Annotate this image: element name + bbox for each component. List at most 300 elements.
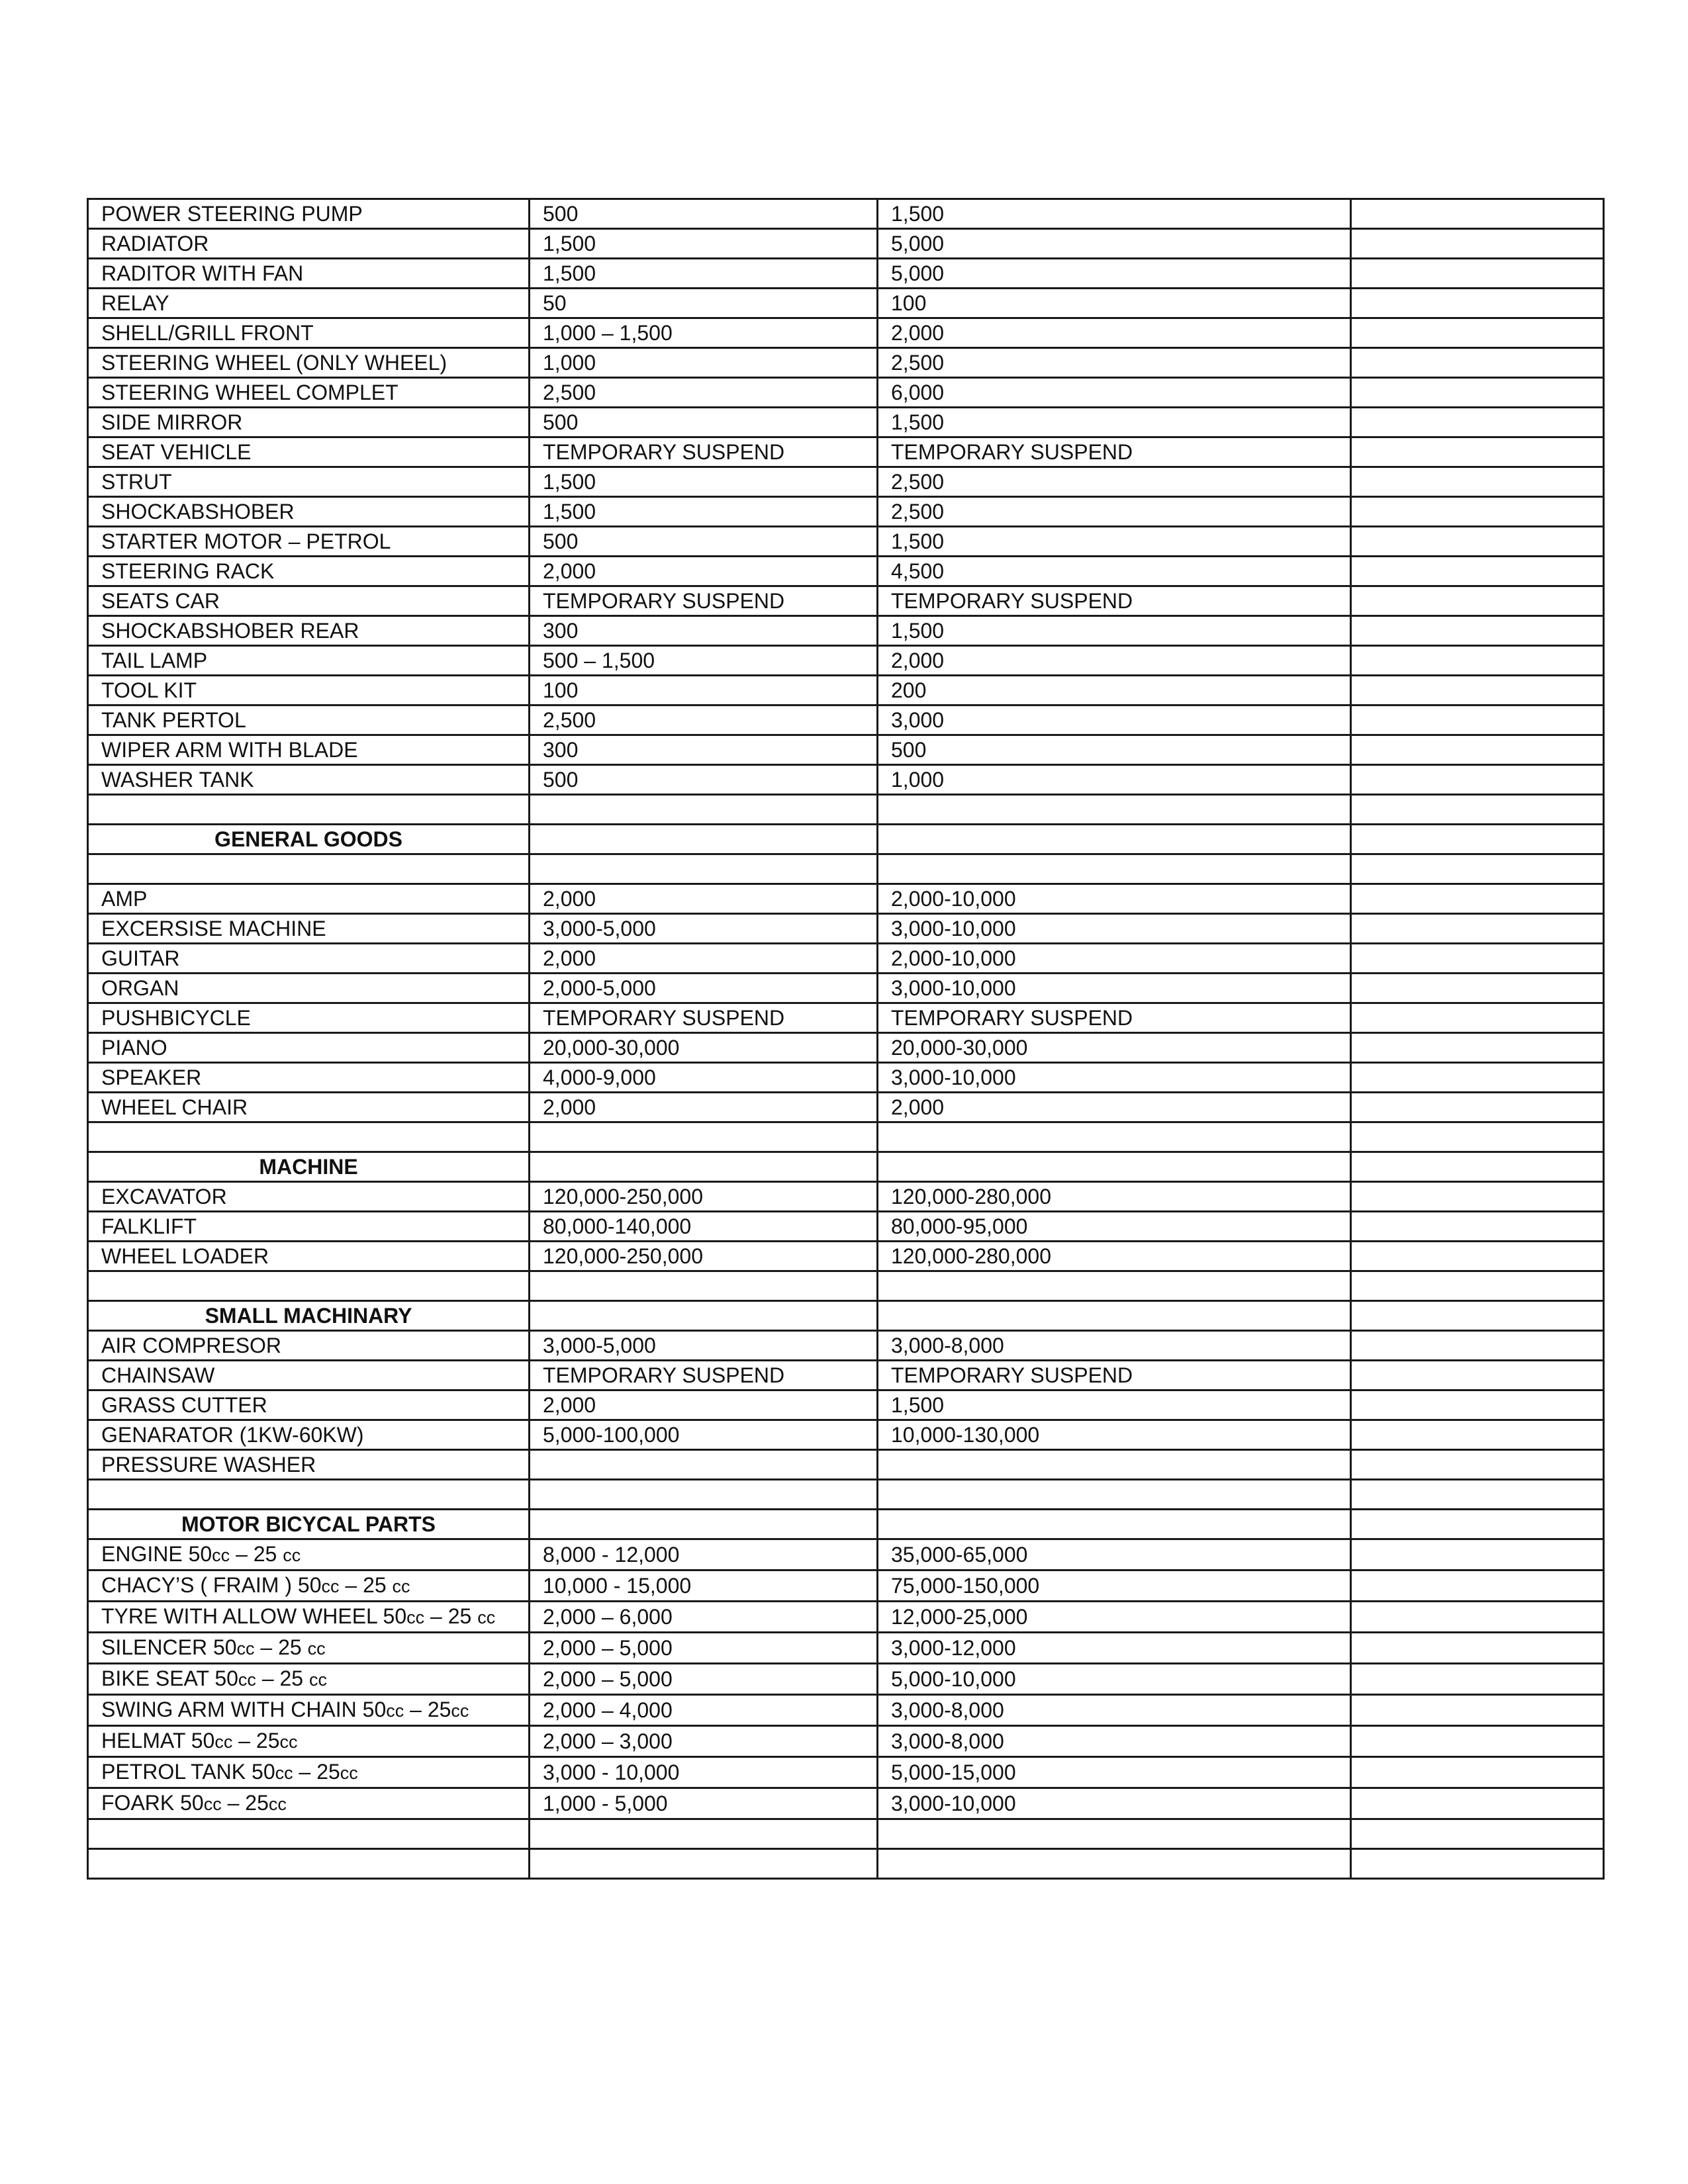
price-cell-2: 1,000 [878, 765, 1351, 795]
table-row [88, 1242, 1604, 1271]
price-cell-2: 3,000-10,000 [878, 914, 1351, 944]
table-row [88, 1664, 1604, 1695]
unit-cc: cc [406, 1608, 425, 1627]
item-name-cell: EXCERSISE MACHINE [88, 914, 530, 944]
item-name-cell: AMP [88, 884, 530, 914]
blank-row [88, 1271, 1604, 1301]
item-name-cell: TOOL KIT [88, 676, 530, 705]
section-header-row [88, 1510, 1604, 1539]
item-name-cell: SWING ARM WITH CHAIN 50cc – 25cc [88, 1695, 530, 1726]
price-cell-1: 1,000 - 5,000 [530, 1788, 878, 1819]
empty-cell [1351, 646, 1604, 676]
blank-row [88, 854, 1604, 884]
table-row [88, 616, 1604, 646]
item-name-cell: STARTER MOTOR – PETROL [88, 527, 530, 557]
price-table-body [88, 199, 1604, 1879]
price-cell-1 [530, 1122, 878, 1152]
price-cell-2: TEMPORARY SUSPEND [878, 1003, 1351, 1033]
unit-cc: cc [275, 1763, 293, 1783]
item-name-cell: SILENCER 50cc – 25 cc [88, 1633, 530, 1664]
table-row [88, 1093, 1604, 1122]
unit-cc: cc [212, 1545, 230, 1565]
price-cell-1 [530, 1271, 878, 1301]
price-cell-1: 500 [530, 527, 878, 557]
price-cell-1: 2,000 – 4,000 [530, 1695, 878, 1726]
price-cell-2: 3,000-8,000 [878, 1695, 1351, 1726]
table-row [88, 586, 1604, 616]
empty-cell [1351, 1570, 1604, 1602]
item-name-cell: SEATS CAR [88, 586, 530, 616]
price-cell-2: 6,000 [878, 378, 1351, 408]
price-cell-2: 3,000-10,000 [878, 1063, 1351, 1093]
empty-cell [1351, 1063, 1604, 1093]
unit-cc: cc [214, 1732, 233, 1752]
empty-cell [1351, 229, 1604, 259]
item-name-cell: STEERING WHEEL COMPLET [88, 378, 530, 408]
empty-cell [1351, 467, 1604, 497]
price-cell-2 [878, 1450, 1351, 1480]
table-row [88, 765, 1604, 795]
item-name-cell [88, 1480, 530, 1510]
price-cell-1: 8,000 - 12,000 [530, 1539, 878, 1570]
table-row [88, 378, 1604, 408]
empty-cell [1351, 616, 1604, 646]
empty-cell [1351, 318, 1604, 348]
table-row [88, 348, 1604, 378]
empty-cell [1351, 1420, 1604, 1450]
empty-cell [1351, 1122, 1604, 1152]
table-row [88, 884, 1604, 914]
item-name-cell: BIKE SEAT 50cc – 25 cc [88, 1664, 530, 1695]
empty-cell [1351, 765, 1604, 795]
price-cell-1: TEMPORARY SUSPEND [530, 1361, 878, 1390]
price-cell-1: 4,000-9,000 [530, 1063, 878, 1093]
price-cell-2: 120,000-280,000 [878, 1242, 1351, 1271]
table-row [88, 1788, 1604, 1819]
price-cell-1: 20,000-30,000 [530, 1033, 878, 1063]
unit-cc: cc [268, 1794, 287, 1814]
table-row [88, 557, 1604, 586]
price-cell-2 [878, 1480, 1351, 1510]
item-name-cell: RELAY [88, 289, 530, 318]
empty-cell [1351, 1726, 1604, 1757]
table-row [88, 1390, 1604, 1420]
unit-cc: cc [279, 1732, 298, 1752]
item-name-cell: TAIL LAMP [88, 646, 530, 676]
item-name-cell: ENGINE 50cc – 25 cc [88, 1539, 530, 1570]
price-cell-2: 500 [878, 735, 1351, 765]
price-cell-1: 2,000 – 5,000 [530, 1633, 878, 1664]
price-cell-2: 20,000-30,000 [878, 1033, 1351, 1063]
item-name-cell: SMALL MACHINARY [88, 1301, 530, 1331]
empty-cell [1351, 1033, 1604, 1063]
price-cell-1: 3,000-5,000 [530, 1331, 878, 1361]
price-cell-2: 2,500 [878, 467, 1351, 497]
empty-cell [1351, 735, 1604, 765]
empty-cell [1351, 1301, 1604, 1331]
price-cell-1 [530, 1819, 878, 1849]
table-row [88, 944, 1604, 974]
empty-cell [1351, 378, 1604, 408]
price-cell-1: 3,000 - 10,000 [530, 1757, 878, 1788]
unit-cc: cc [386, 1701, 404, 1721]
price-cell-1 [530, 854, 878, 884]
price-cell-2: 3,000-12,000 [878, 1633, 1351, 1664]
blank-row [88, 795, 1604, 825]
item-name-cell: RADITOR WITH FAN [88, 259, 530, 289]
table-row [88, 1331, 1604, 1361]
table-row [88, 259, 1604, 289]
price-cell-1: 50 [530, 289, 878, 318]
empty-cell [1351, 974, 1604, 1003]
empty-cell [1351, 1695, 1604, 1726]
price-cell-2 [878, 1301, 1351, 1331]
empty-cell [1351, 914, 1604, 944]
item-name-cell: GRASS CUTTER [88, 1390, 530, 1420]
item-name-cell: WHEEL LOADER [88, 1242, 530, 1271]
table-row [88, 676, 1604, 705]
item-name-cell: PIANO [88, 1033, 530, 1063]
empty-cell [1351, 1849, 1604, 1879]
table-row [88, 914, 1604, 944]
price-cell-2: 2,000 [878, 318, 1351, 348]
empty-cell [1351, 1788, 1604, 1819]
price-cell-2: 5,000-10,000 [878, 1664, 1351, 1695]
price-cell-1: 300 [530, 735, 878, 765]
empty-cell [1351, 586, 1604, 616]
price-cell-1: 500 – 1,500 [530, 646, 878, 676]
price-cell-1: 120,000-250,000 [530, 1182, 878, 1212]
price-cell-2: 10,000-130,000 [878, 1420, 1351, 1450]
empty-cell [1351, 944, 1604, 974]
price-cell-1: 10,000 - 15,000 [530, 1570, 878, 1602]
price-cell-2: 200 [878, 676, 1351, 705]
price-cell-1: 100 [530, 676, 878, 705]
empty-cell [1351, 705, 1604, 735]
item-name-cell: CHACY’S ( FRAIM ) 50cc – 25 cc [88, 1570, 530, 1602]
price-cell-1: 500 [530, 408, 878, 437]
price-cell-1: 120,000-250,000 [530, 1242, 878, 1271]
price-cell-1: TEMPORARY SUSPEND [530, 1003, 878, 1033]
empty-cell [1351, 676, 1604, 705]
table-row [88, 1633, 1604, 1664]
unit-cc: cc [308, 1670, 327, 1690]
table-row [88, 467, 1604, 497]
unit-cc: cc [321, 1576, 340, 1596]
item-name-cell: SHOCKABSHOBER REAR [88, 616, 530, 646]
price-cell-1: 300 [530, 616, 878, 646]
unit-cc: cc [477, 1608, 496, 1627]
price-cell-2 [878, 1122, 1351, 1152]
item-name-cell: STRUT [88, 467, 530, 497]
price-cell-1: 1,500 [530, 497, 878, 527]
price-cell-1 [530, 825, 878, 854]
empty-cell [1351, 557, 1604, 586]
empty-cell [1351, 1539, 1604, 1570]
empty-cell [1351, 1633, 1604, 1664]
table-row [88, 1063, 1604, 1093]
price-cell-2: 3,000-8,000 [878, 1331, 1351, 1361]
table-row [88, 1695, 1604, 1726]
empty-cell [1351, 289, 1604, 318]
item-name-cell: WHEEL CHAIR [88, 1093, 530, 1122]
price-cell-1: 2,500 [530, 378, 878, 408]
price-cell-2 [878, 1819, 1351, 1849]
price-cell-2: 1,500 [878, 199, 1351, 229]
price-cell-1: 2,000 [530, 1390, 878, 1420]
price-cell-2: 2,000 [878, 646, 1351, 676]
item-name-cell: SIDE MIRROR [88, 408, 530, 437]
table-row [88, 1539, 1604, 1570]
table-row [88, 318, 1604, 348]
price-cell-2: 4,500 [878, 557, 1351, 586]
table-row [88, 1757, 1604, 1788]
item-name-cell: STEERING RACK [88, 557, 530, 586]
price-cell-2: 120,000-280,000 [878, 1182, 1351, 1212]
empty-cell [1351, 1361, 1604, 1390]
price-cell-2: 2,500 [878, 348, 1351, 378]
blank-row [88, 1849, 1604, 1879]
item-name-cell: HELMAT 50cc – 25cc [88, 1726, 530, 1757]
item-name-cell: POWER STEERING PUMP [88, 199, 530, 229]
price-cell-1: 1,500 [530, 229, 878, 259]
section-header-row [88, 1301, 1604, 1331]
price-cell-2 [878, 854, 1351, 884]
price-cell-2 [878, 825, 1351, 854]
item-name-cell: STEERING WHEEL (ONLY WHEEL) [88, 348, 530, 378]
item-name-cell: MACHINE [88, 1152, 530, 1182]
item-name-cell: ORGAN [88, 974, 530, 1003]
table-row [88, 199, 1604, 229]
table-row [88, 646, 1604, 676]
price-cell-1: 1,000 [530, 348, 878, 378]
price-cell-2: 2,500 [878, 497, 1351, 527]
empty-cell [1351, 527, 1604, 557]
unit-cc: cc [392, 1576, 410, 1596]
item-name-cell [88, 1271, 530, 1301]
price-cell-1 [530, 1480, 878, 1510]
blank-row [88, 1480, 1604, 1510]
empty-cell [1351, 1182, 1604, 1212]
item-name-cell: FALKLIFT [88, 1212, 530, 1242]
price-cell-2: 3,000-10,000 [878, 974, 1351, 1003]
price-cell-1: 2,000 [530, 884, 878, 914]
price-cell-1: 2,000 [530, 944, 878, 974]
price-cell-2: TEMPORARY SUSPEND [878, 1361, 1351, 1390]
price-cell-1: 1,500 [530, 259, 878, 289]
price-cell-1: TEMPORARY SUSPEND [530, 437, 878, 467]
empty-cell [1351, 1242, 1604, 1271]
price-cell-1 [530, 795, 878, 825]
item-name-cell: TANK PERTOL [88, 705, 530, 735]
table-row [88, 1361, 1604, 1390]
price-cell-2 [878, 795, 1351, 825]
empty-cell [1351, 1003, 1604, 1033]
item-name-cell: GENARATOR (1KW-60KW) [88, 1420, 530, 1450]
item-name-cell [88, 795, 530, 825]
item-name-cell: SPEAKER [88, 1063, 530, 1093]
item-name-cell: MOTOR BICYCAL PARTS [88, 1510, 530, 1539]
price-cell-2: 3,000-8,000 [878, 1726, 1351, 1757]
unit-cc: cc [307, 1639, 326, 1659]
empty-cell [1351, 854, 1604, 884]
price-cell-2: 1,500 [878, 527, 1351, 557]
unit-cc: cc [238, 1670, 256, 1690]
table-row [88, 1003, 1604, 1033]
price-cell-1: 2,000 – 5,000 [530, 1664, 878, 1695]
price-cell-1 [530, 1301, 878, 1331]
table-row [88, 735, 1604, 765]
item-name-cell: CHAINSAW [88, 1361, 530, 1390]
table-row [88, 974, 1604, 1003]
price-cell-1: 2,000 [530, 1093, 878, 1122]
item-name-cell [88, 854, 530, 884]
item-name-cell: SHOCKABSHOBER [88, 497, 530, 527]
price-cell-1: 500 [530, 765, 878, 795]
empty-cell [1351, 259, 1604, 289]
price-cell-1 [530, 1152, 878, 1182]
item-name-cell: PUSHBICYCLE [88, 1003, 530, 1033]
empty-cell [1351, 1664, 1604, 1695]
item-name-cell: WIPER ARM WITH BLADE [88, 735, 530, 765]
price-cell-2: 3,000 [878, 705, 1351, 735]
section-header-row [88, 1152, 1604, 1182]
table-row [88, 1602, 1604, 1633]
empty-cell [1351, 437, 1604, 467]
price-cell-2: TEMPORARY SUSPEND [878, 437, 1351, 467]
price-cell-2: 5,000 [878, 229, 1351, 259]
item-name-cell: GUITAR [88, 944, 530, 974]
price-cell-2: 2,000-10,000 [878, 884, 1351, 914]
empty-cell [1351, 199, 1604, 229]
price-cell-2: 2,000-10,000 [878, 944, 1351, 974]
empty-cell [1351, 1757, 1604, 1788]
table-row [88, 1726, 1604, 1757]
empty-cell [1351, 795, 1604, 825]
price-cell-2: 75,000-150,000 [878, 1570, 1351, 1602]
price-cell-2: 1,500 [878, 616, 1351, 646]
price-cell-2: 1,500 [878, 408, 1351, 437]
empty-cell [1351, 497, 1604, 527]
price-cell-1: 1,000 – 1,500 [530, 318, 878, 348]
price-cell-1: 2,000 – 6,000 [530, 1602, 878, 1633]
table-row [88, 705, 1604, 735]
empty-cell [1351, 408, 1604, 437]
item-name-cell: TYRE WITH ALLOW WHEEL 50cc – 25 cc [88, 1602, 530, 1633]
price-cell-2: 5,000 [878, 259, 1351, 289]
unit-cc: cc [236, 1639, 255, 1659]
price-cell-2: 2,000 [878, 1093, 1351, 1122]
item-name-cell: EXCAVATOR [88, 1182, 530, 1212]
table-row [88, 1420, 1604, 1450]
unit-cc: cc [340, 1763, 358, 1783]
empty-cell [1351, 1480, 1604, 1510]
table-row [88, 229, 1604, 259]
table-row [88, 1212, 1604, 1242]
empty-cell [1351, 1602, 1604, 1633]
unit-cc: cc [451, 1701, 469, 1721]
table-row [88, 1450, 1604, 1480]
price-cell-1: 2,000-5,000 [530, 974, 878, 1003]
price-cell-2: 12,000-25,000 [878, 1602, 1351, 1633]
item-name-cell: AIR COMPRESOR [88, 1331, 530, 1361]
price-cell-1: 1,500 [530, 467, 878, 497]
item-name-cell: RADIATOR [88, 229, 530, 259]
blank-row [88, 1819, 1604, 1849]
price-cell-2 [878, 1271, 1351, 1301]
price-cell-2: 5,000-15,000 [878, 1757, 1351, 1788]
price-cell-1: 2,500 [530, 705, 878, 735]
item-name-cell: PRESSURE WASHER [88, 1450, 530, 1480]
price-cell-1: TEMPORARY SUSPEND [530, 586, 878, 616]
empty-cell [1351, 1510, 1604, 1539]
item-name-cell: GENERAL GOODS [88, 825, 530, 854]
table-row [88, 1033, 1604, 1063]
blank-row [88, 1122, 1604, 1152]
table-row [88, 527, 1604, 557]
item-name-cell: SHELL/GRILL FRONT [88, 318, 530, 348]
price-cell-1: 5,000-100,000 [530, 1420, 878, 1450]
item-name-cell [88, 1819, 530, 1849]
price-cell-1: 2,000 – 3,000 [530, 1726, 878, 1757]
price-cell-2 [878, 1152, 1351, 1182]
price-table [87, 198, 1605, 1880]
price-cell-2: 80,000-95,000 [878, 1212, 1351, 1242]
item-name-cell: PETROL TANK 50cc – 25cc [88, 1757, 530, 1788]
price-cell-1: 80,000-140,000 [530, 1212, 878, 1242]
empty-cell [1351, 825, 1604, 854]
empty-cell [1351, 1271, 1604, 1301]
empty-cell [1351, 1450, 1604, 1480]
price-cell-1 [530, 1450, 878, 1480]
item-name-cell [88, 1122, 530, 1152]
unit-cc: cc [283, 1545, 301, 1565]
section-header-row [88, 825, 1604, 854]
item-name-cell [88, 1849, 530, 1879]
price-cell-2: 1,500 [878, 1390, 1351, 1420]
table-row [88, 1182, 1604, 1212]
price-cell-1 [530, 1510, 878, 1539]
price-cell-2: 3,000-10,000 [878, 1788, 1351, 1819]
item-name-cell: WASHER TANK [88, 765, 530, 795]
price-cell-2: TEMPORARY SUSPEND [878, 586, 1351, 616]
table-row [88, 289, 1604, 318]
price-cell-2: 35,000-65,000 [878, 1539, 1351, 1570]
empty-cell [1351, 1152, 1604, 1182]
price-cell-2: 100 [878, 289, 1351, 318]
unit-cc: cc [203, 1794, 222, 1814]
item-name-cell: FOARK 50cc – 25cc [88, 1788, 530, 1819]
item-name-cell: SEAT VEHICLE [88, 437, 530, 467]
price-cell-1: 2,000 [530, 557, 878, 586]
empty-cell [1351, 348, 1604, 378]
price-cell-1: 500 [530, 199, 878, 229]
empty-cell [1351, 1819, 1604, 1849]
table-row [88, 437, 1604, 467]
table-row [88, 497, 1604, 527]
price-cell-1: 3,000-5,000 [530, 914, 878, 944]
empty-cell [1351, 1390, 1604, 1420]
table-row [88, 408, 1604, 437]
empty-cell [1351, 1331, 1604, 1361]
price-cell-2 [878, 1849, 1351, 1879]
price-cell-2 [878, 1510, 1351, 1539]
empty-cell [1351, 1212, 1604, 1242]
empty-cell [1351, 884, 1604, 914]
empty-cell [1351, 1093, 1604, 1122]
table-row [88, 1570, 1604, 1602]
price-cell-1 [530, 1849, 878, 1879]
